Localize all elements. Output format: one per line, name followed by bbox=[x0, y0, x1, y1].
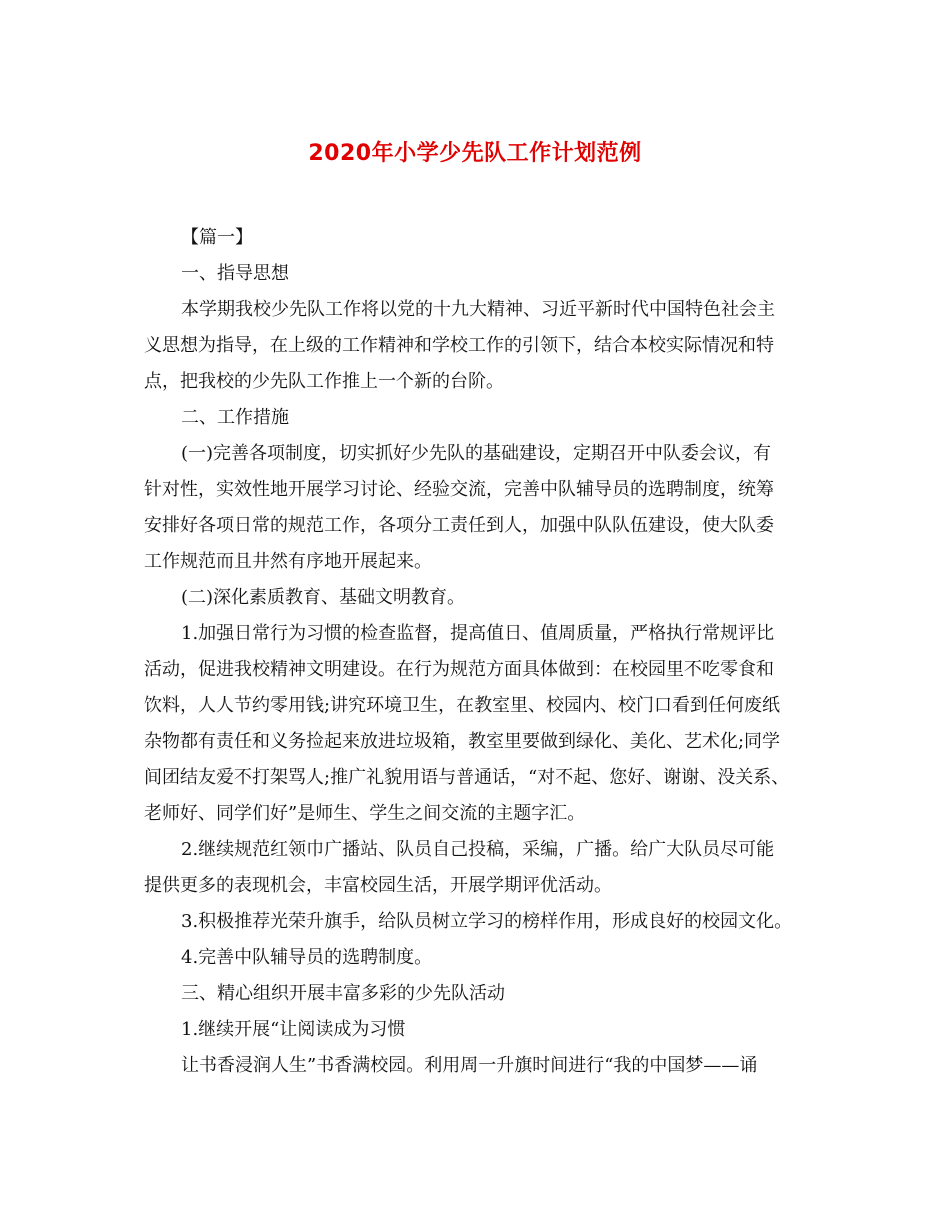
text-line: 提供更多的表现机会，丰富校园生活，开展学期评优活动。 bbox=[144, 875, 612, 896]
document-body bbox=[144, 220, 819, 1084]
text-line: 1.继续开展“让阅读成为习惯 bbox=[181, 1019, 406, 1040]
document-title: 2020年小学少先队工作计划范例 bbox=[308, 141, 642, 166]
text-line: 点，把我校的少先队工作推上一个新的台阶。 bbox=[144, 371, 504, 392]
text-line: 1.加强日常行为习惯的检查监督，提高值日、值周质量，严格执行常规评比 bbox=[181, 623, 775, 644]
text-line: 老师好、同学们好”是师生、学生之间交流的主题字汇。 bbox=[144, 803, 586, 824]
text-line: 让书香浸润人生”书香满校园。利用周一升旗时间进行“我的中国梦——诵 bbox=[181, 1055, 758, 1076]
text-line: 安排好各项日常的规范工作，各项分工责任到人，加强中队队伍建设，使大队委 bbox=[144, 515, 774, 536]
text-line: 间团结友爱不打架骂人;推广礼貌用语与普通话，“对不起、您好、谢谢、没关系、 bbox=[144, 767, 790, 788]
text-line: 饮料，人人节约零用钱;讲究环境卫生，在教室里、校园内、校门口看到任何废纸 bbox=[144, 695, 781, 716]
text-line: 针对性，实效性地开展学习讨论、经验交流，完善中队辅导员的选聘制度，统筹 bbox=[144, 479, 774, 500]
text-line: 工作规范而且井然有序地开展起来。 bbox=[144, 551, 432, 572]
text-line: 3.积极推荐光荣升旗手，给队员树立学习的榜样作用，形成良好的校园文化。 bbox=[181, 911, 793, 932]
text-line: 一、指导思想 bbox=[181, 263, 289, 284]
text-line: (一)完善各项制度，切实抓好少先队的基础建设，定期召开中队委会议，有 bbox=[181, 443, 772, 464]
text-line: 杂物都有责任和义务捡起来放进垃圾箱，教室里要做到绿化、美化、艺术化;同学 bbox=[144, 731, 781, 752]
text-line: 二、工作措施 bbox=[181, 407, 289, 428]
text-line: 【篇一】 bbox=[181, 227, 253, 248]
text-line: 义思想为指导，在上级的工作精神和学校工作的引领下，结合本校实际情况和特 bbox=[144, 335, 774, 356]
text-line: 4.完善中队辅导员的选聘制度。 bbox=[181, 947, 433, 968]
text-line: (二)深化素质教育、基础文明教育。 bbox=[181, 587, 466, 608]
text-line: 活动，促进我校精神文明建设。在行为规范方面具体做到：在校园里不吃零食和 bbox=[144, 659, 774, 680]
text-line: 三、精心组织开展丰富多彩的少先队活动 bbox=[181, 983, 505, 1004]
text-line: 本学期我校少先队工作将以党的十九大精神、习近平新时代中国特色社会主 bbox=[181, 299, 775, 320]
text-line: 2.继续规范红领巾广播站、队员自己投稿，采编，广播。给广大队员尽可能 bbox=[181, 839, 775, 860]
